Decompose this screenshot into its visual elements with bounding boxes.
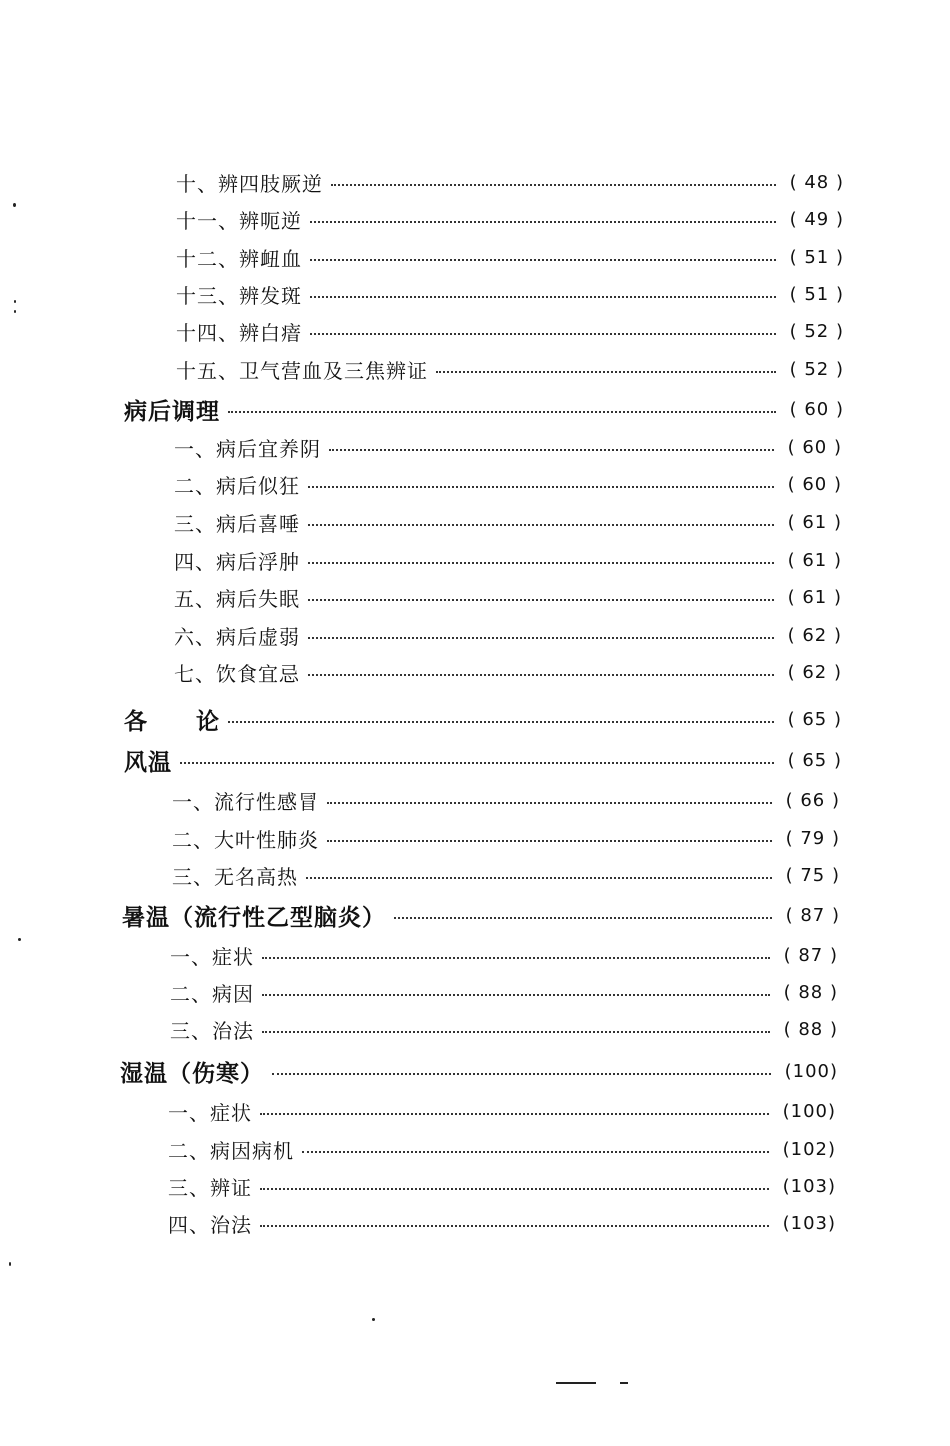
dot-leader [327, 802, 772, 804]
toc-section [122, 900, 840, 930]
dot-leader [329, 449, 774, 451]
toc-entry-page: ( 52 ) [789, 320, 844, 342]
dot-leader [228, 721, 774, 723]
toc-entry [170, 1014, 838, 1044]
toc-entry-page: ( 62 ) [787, 661, 842, 683]
toc-section-title: 病后调理 [124, 397, 220, 425]
dot-leader [262, 957, 770, 959]
toc-section [124, 394, 844, 424]
toc-section-title: 湿温（伤寒） [120, 1059, 264, 1087]
toc-section-page: (100) [784, 1060, 838, 1082]
toc-entry-title: 三、无名高热 [172, 864, 298, 889]
toc-entry-title: 十五、卫气营血及三焦辨证 [176, 358, 428, 383]
toc-entry [174, 432, 842, 462]
dot-leader [310, 221, 776, 223]
toc-entry [168, 1208, 836, 1238]
toc-entry-page: ( 52 ) [789, 358, 844, 380]
toc-entry-page: ( 61 ) [787, 586, 842, 608]
dot-leader [310, 333, 776, 335]
toc-entry-title: 三、治法 [170, 1018, 254, 1043]
toc-entry-page: ( 49 ) [789, 208, 844, 230]
dot-leader [308, 524, 774, 526]
toc-entry-title: 六、病后虚弱 [174, 624, 300, 649]
toc-entry [172, 785, 840, 815]
dot-leader [310, 296, 776, 298]
toc-entry-page: ( 62 ) [787, 624, 842, 646]
toc-entry [172, 823, 840, 853]
toc-entry-page: ( 51 ) [789, 283, 844, 305]
toc-section-page: ( 87 ) [785, 904, 840, 926]
toc-entry-page: ( 60 ) [787, 473, 842, 495]
dot-leader [180, 762, 774, 764]
toc-entry [176, 242, 844, 272]
toc-entry-page: ( 88 ) [783, 981, 838, 1003]
scan-speck [372, 1318, 375, 1321]
toc-entry-title: 五、病后失眠 [174, 586, 300, 611]
toc-entry-page: ( 79 ) [785, 827, 840, 849]
toc-entry-title: 二、大叶性肺炎 [172, 827, 319, 852]
dot-leader [308, 599, 774, 601]
dot-leader [394, 917, 772, 919]
toc-entry [174, 507, 842, 537]
scan-speck [18, 938, 21, 941]
toc-entry-page: ( 61 ) [787, 549, 842, 571]
dot-leader [308, 562, 774, 564]
scan-speck [14, 310, 16, 313]
scan-speck [13, 203, 16, 207]
toc-entry-title: 十四、辨白瘖 [176, 320, 302, 345]
scan-speck [14, 300, 16, 303]
toc-entry-title: 十二、辨衄血 [176, 246, 302, 271]
footer-rule [556, 1382, 628, 1386]
toc-entry [172, 860, 840, 890]
toc-entry-title: 七、饮食宜忌 [174, 661, 300, 686]
toc-entry-page: (102) [782, 1138, 836, 1160]
toc-section-page: ( 60 ) [789, 398, 844, 420]
toc-entry-title: 十、辨四肢厥逆 [176, 171, 323, 196]
toc-entry [174, 657, 842, 687]
dot-leader [302, 1151, 769, 1153]
toc-entry-title: 十三、辨发斑 [176, 283, 302, 308]
toc-entry-title: 二、病因 [170, 981, 254, 1006]
dot-leader [262, 994, 770, 996]
dot-leader [331, 184, 776, 186]
toc-section-title: 各 论 [124, 707, 220, 735]
toc-section-page: ( 65 ) [787, 749, 842, 771]
dot-leader [310, 259, 776, 261]
toc-entry-title: 十一、辨呃逆 [176, 208, 302, 233]
dot-leader [272, 1073, 771, 1075]
toc-entry-title: 一、症状 [168, 1100, 252, 1125]
toc-section [124, 745, 842, 775]
dot-leader [436, 371, 776, 373]
toc-entry-page: ( 66 ) [785, 789, 840, 811]
toc-entry [174, 469, 842, 499]
toc-entry-title: 四、病后浮肿 [174, 549, 300, 574]
toc-entry [174, 545, 842, 575]
toc-entry-page: ( 60 ) [787, 436, 842, 458]
dot-leader [228, 411, 776, 413]
toc-entry [170, 977, 838, 1007]
toc-entry [176, 279, 844, 309]
toc-entry-page: (103) [782, 1212, 836, 1234]
toc-section-title: 暑温（流行性乙型脑炎） [122, 903, 386, 931]
toc-section-page: ( 65 ) [787, 708, 842, 730]
scan-speck [9, 1262, 11, 1266]
dot-leader [308, 486, 774, 488]
dot-leader [260, 1113, 769, 1115]
dot-leader [306, 877, 772, 879]
toc-entry-title: 二、病后似狂 [174, 473, 300, 498]
toc-entry-title: 四、治法 [168, 1212, 252, 1237]
toc-entry [168, 1134, 836, 1164]
toc-section-title: 风温 [124, 748, 172, 776]
toc-entry-title: 一、症状 [170, 944, 254, 969]
dot-leader [260, 1225, 769, 1227]
toc-entry-title: 二、病因病机 [168, 1138, 294, 1163]
toc-entry [168, 1096, 836, 1126]
toc-entry [176, 354, 844, 384]
toc-entry-title: 三、病后喜唾 [174, 511, 300, 536]
dot-leader [308, 637, 774, 639]
toc-entry-page: ( 48 ) [789, 171, 844, 193]
dot-leader [260, 1188, 769, 1190]
toc-section [124, 704, 842, 734]
toc-entry-page: (100) [782, 1100, 836, 1122]
toc-entry-page: ( 88 ) [783, 1018, 838, 1040]
toc-entry-page: ( 75 ) [785, 864, 840, 886]
toc-entry-page: ( 87 ) [783, 944, 838, 966]
dot-leader [308, 674, 774, 676]
toc-entry-title: 一、流行性感冒 [172, 789, 319, 814]
toc-entry-title: 一、病后宜养阴 [174, 436, 321, 461]
toc-entry-page: (103) [782, 1175, 836, 1197]
toc-entry-page: ( 61 ) [787, 511, 842, 533]
toc-entry-page: ( 51 ) [789, 246, 844, 268]
toc-entry [176, 204, 844, 234]
toc-entry [170, 940, 838, 970]
toc-entry-title: 三、辨证 [168, 1175, 252, 1200]
toc-entry [174, 582, 842, 612]
toc-entry [174, 620, 842, 650]
dot-leader [327, 840, 772, 842]
toc-entry [176, 316, 844, 346]
toc-entry [168, 1171, 836, 1201]
toc-section [120, 1056, 838, 1086]
dot-leader [262, 1031, 770, 1033]
toc-entry [176, 167, 844, 197]
